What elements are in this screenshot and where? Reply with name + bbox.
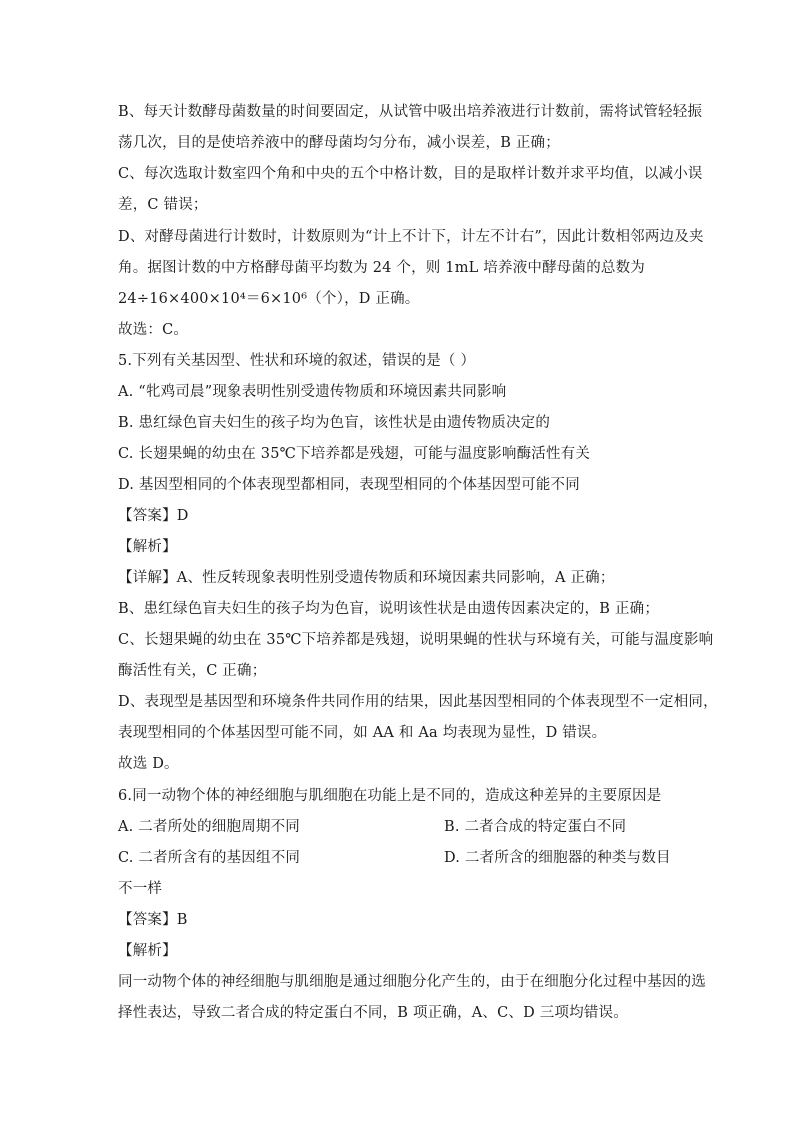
text-line: 择性表达，导致二者合成的特定蛋白不同，B 项正确，A、C、D 三项均错误。: [118, 1005, 628, 1021]
question-6-option-a: A. 二者所处的细胞周期不同: [118, 819, 300, 835]
text-line: 差，C 错误；: [118, 197, 208, 213]
question-6-option-d: D. 二者所含的细胞器的种类与数目: [444, 850, 671, 866]
answer-label: 【答案】D: [118, 508, 189, 524]
text-line: 酶活性有关，C 正确；: [118, 663, 267, 679]
answer-label: 【答案】B: [118, 912, 188, 928]
text-line: D、表现型是基因型和环境条件共同作用的结果，因此基因型相同的个体表现型不一定相同，: [118, 694, 718, 710]
text-line: C、每次选取计数室四个角和中央的五个中格计数，目的是取样计数并求平均值，以减小误: [118, 166, 703, 182]
text-line: 荡几次，目的是使培养液中的酵母菌均匀分布，减小误差，B 正确；: [118, 135, 560, 151]
question-6-option-c: C. 二者所含有的基因组不同: [118, 850, 301, 866]
text-line: 故选 D。: [118, 756, 179, 772]
text-line: B、每天计数酵母菌数量的时间要固定，从试管中吸出培养液进行计数前，需将试管轻轻振: [118, 104, 703, 120]
text-line: C、长翅果蝇的幼虫在 35℃下培养都是残翅，说明果蝇的性状与环境有关，可能与温度影响: [118, 632, 714, 648]
analysis-label: 【解析】: [118, 943, 177, 959]
question-5-option-d: D. 基因型相同的个体表现型都相同，表现型相同的个体基因型可能不同: [118, 477, 580, 493]
question-5-option-b: B. 患红绿色盲夫妇生的孩子均为色盲，该性状是由遗传物质决定的: [118, 415, 551, 431]
text-line: 故选：C。: [118, 322, 189, 338]
text-line: 表现型相同的个体基因型可能不同，如 AA 和 Aa 均表现为显性，D 错误。: [118, 725, 607, 741]
text-line: 【详解】A、性反转现象表明性别受遗传物质和环境因素共同影响，A 正确；: [118, 570, 615, 586]
question-6-option-b: B. 二者合成的特定蛋白不同: [444, 819, 627, 835]
question-5-option-c: C. 长翅果蝇的幼虫在 35℃下培养都是残翅，可能与温度影响酶活性有关: [118, 446, 591, 462]
text-line: 角。据图计数的中方格酵母菌平均数为 24 个，则 1mL 培养液中酵母菌的总数为: [118, 260, 645, 276]
text-line: 不一样: [118, 881, 163, 897]
question-5-option-a: A. “牝鸡司晨”现象表明性别受遗传物质和环境因素共同影响: [118, 384, 507, 400]
text-line: 同一动物个体的神经细胞与肌细胞是通过细胞分化产生的，由于在细胞分化过程中基因的选: [118, 974, 706, 990]
text-line: 24÷16×400×10⁴＝6×10⁶（个），D 正确。: [118, 291, 420, 307]
question-6-stem: 6.同一动物个体的神经细胞与肌细胞在功能上是不同的，造成这种差异的主要原因是: [118, 788, 662, 804]
analysis-label: 【解析】: [118, 539, 177, 555]
question-5-stem: 5.下列有关基因型、性状和环境的叙述，错误的是（ ）: [118, 353, 476, 369]
text-line: D、对酵母菌进行计数时，计数原则为“计上不计下，计左不计右”，因此计数相邻两边及夹: [118, 229, 704, 245]
text-line: B、患红绿色盲夫妇生的孩子均为色盲，说明该性状是由遗传因素决定的，B 正确；: [118, 601, 660, 617]
